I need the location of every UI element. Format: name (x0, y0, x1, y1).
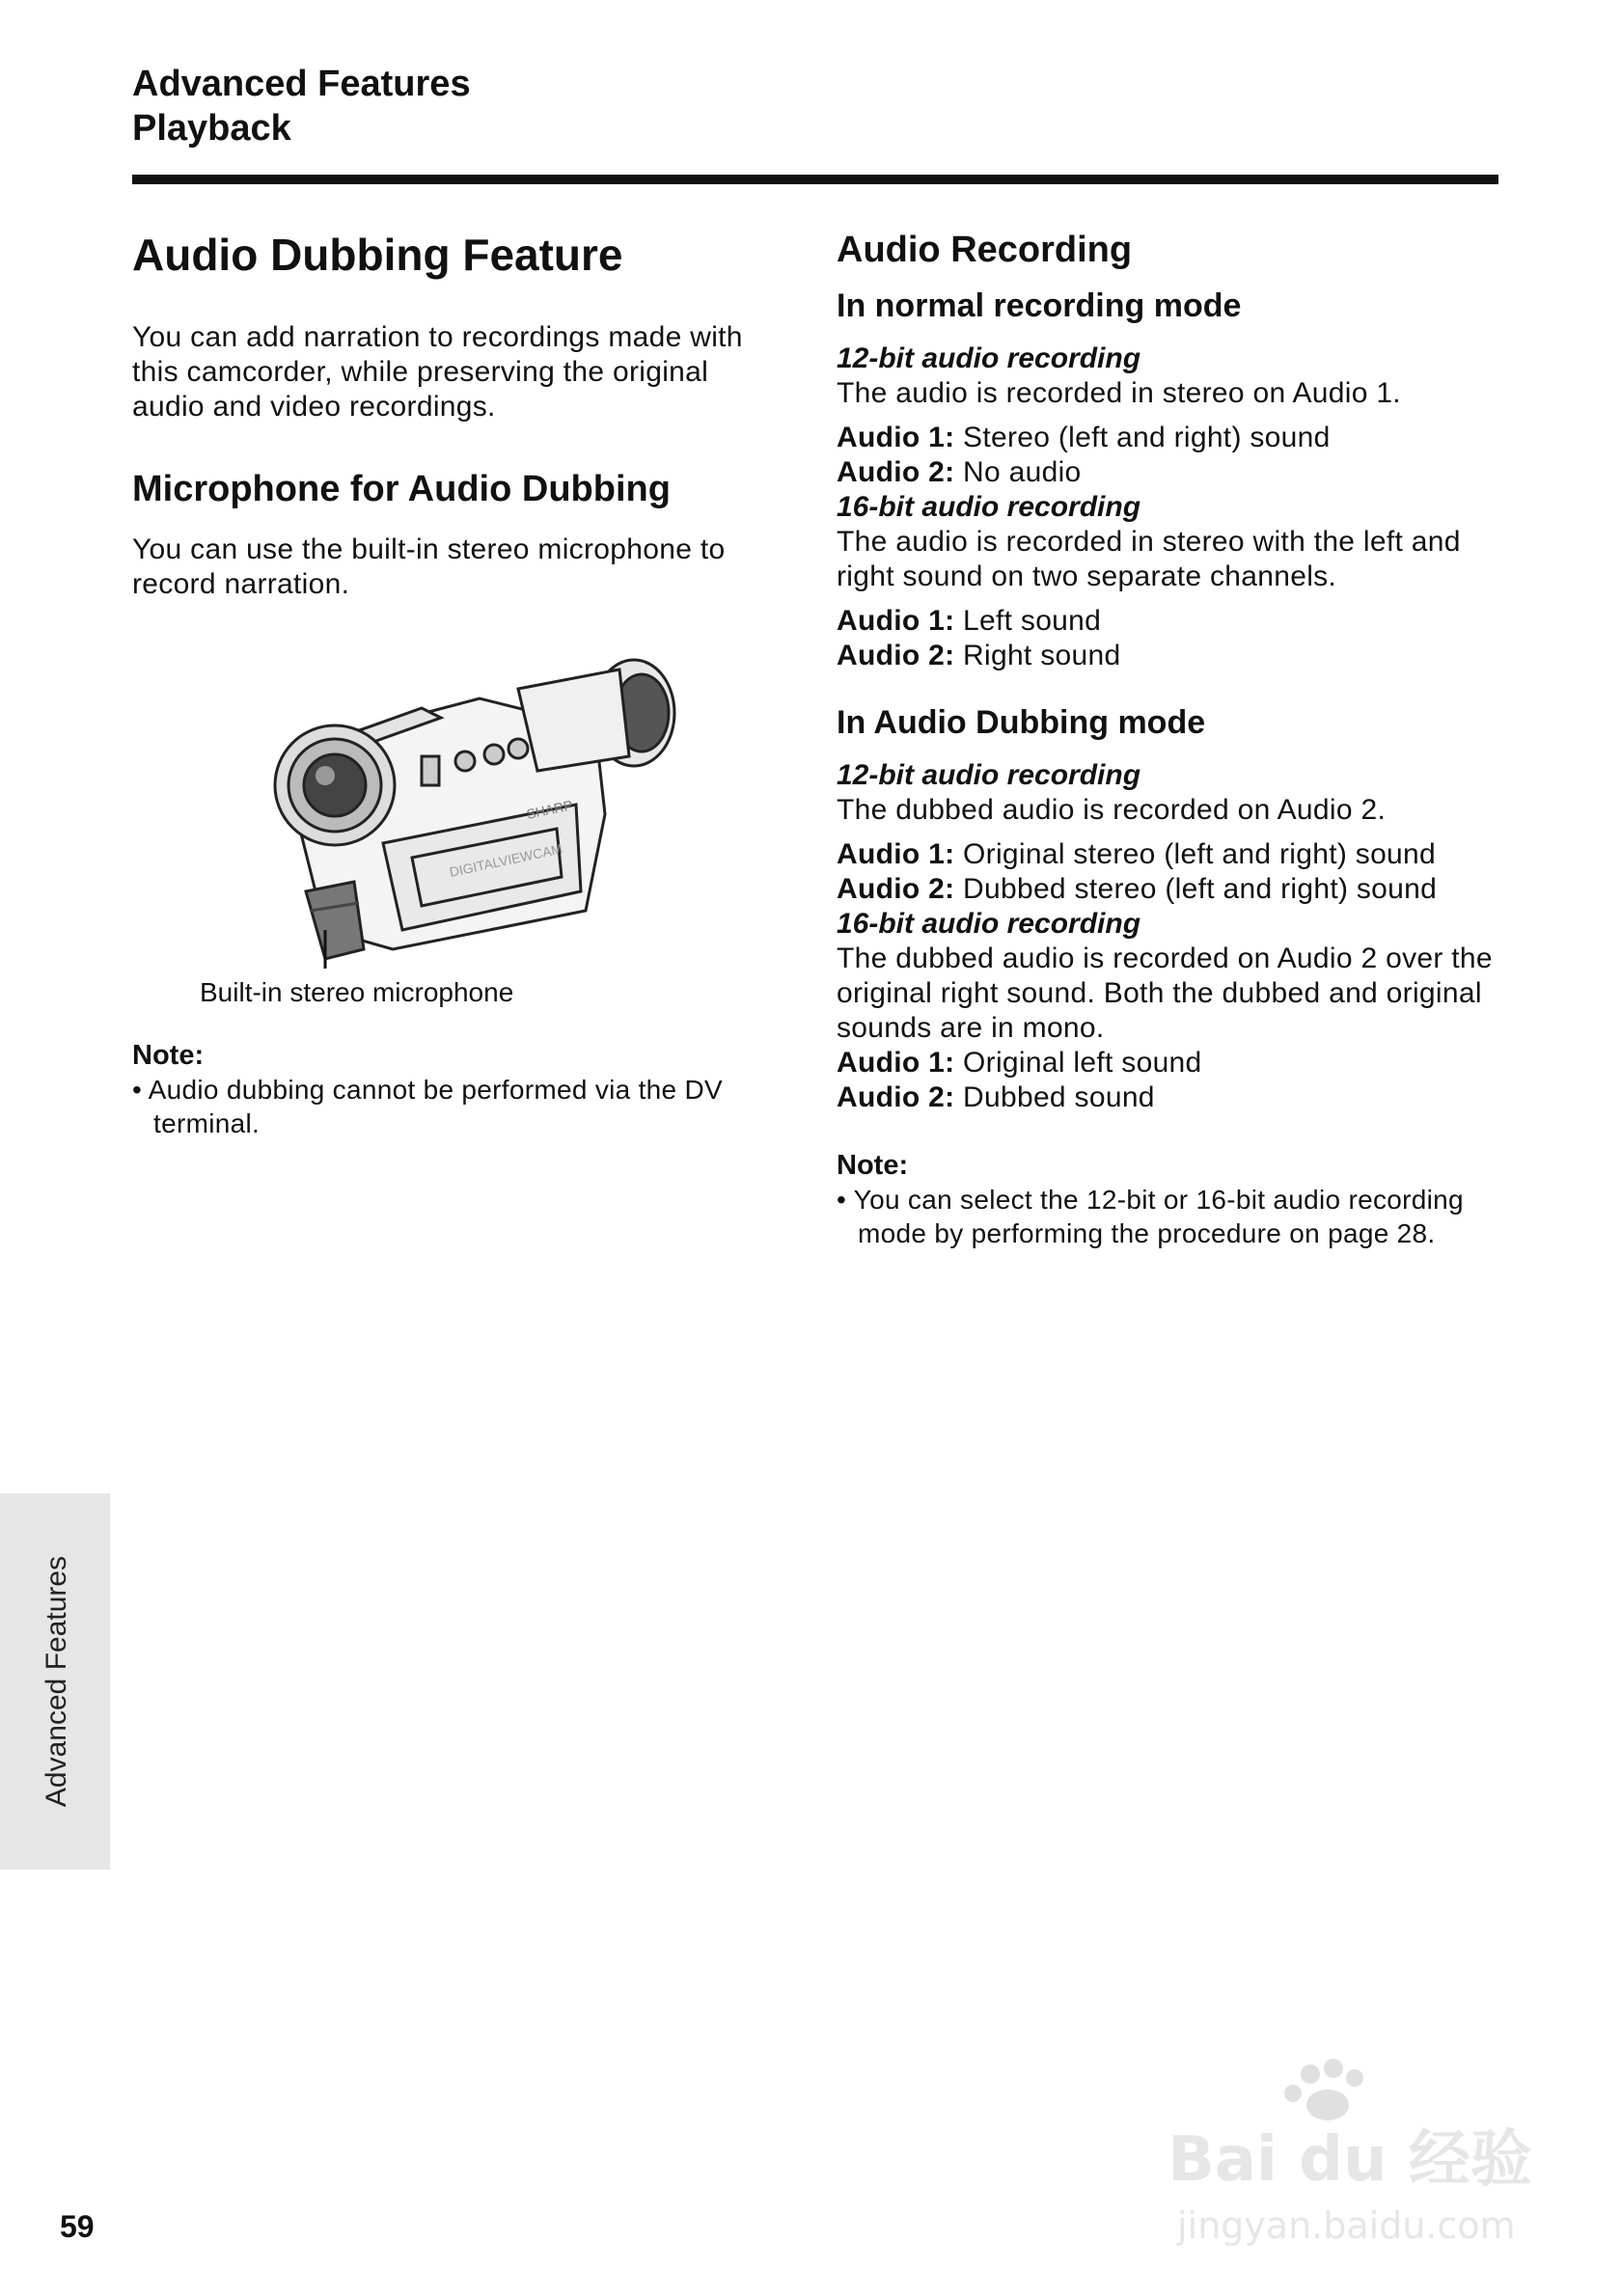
dub-12bit-audio2: Audio 2: Dubbed stereo (left and right) sound (837, 873, 1438, 905)
right-note-item: • You can select the 12-bit or 16-bit audio recording mode by performing the procedure on page 28. (837, 1185, 1464, 1248)
header-rule (132, 175, 1498, 184)
mic-heading: Microphone for Audio Dubbing (132, 469, 671, 509)
intro-paragraph: You can add narration to recordings made with this camcorder, while preserving the original audio and video recordings. (132, 321, 743, 423)
normal-16bit-title: 16-bit audio recording (837, 491, 1141, 523)
normal-mode-heading: In normal recording mode (837, 287, 1242, 324)
normal-16bit-audio2: Audio 2: Right sound (837, 640, 1121, 671)
dub-12bit-audio1: Audio 1: Original stereo (left and right) sound (837, 838, 1437, 870)
normal-12bit-text: The audio is recorded in stereo on Audio 1. (837, 377, 1401, 409)
normal-12bit-audio2: Audio 2: No audio (837, 456, 1082, 488)
watermark-url: jingyan.baidu.com (1177, 2204, 1516, 2247)
camcorder-brand-label: SHARP (525, 797, 574, 822)
left-column (132, 228, 788, 1140)
camcorder-model-label: DIGITALVIEWCAM (448, 840, 564, 880)
page-number: 59 (60, 2209, 95, 2244)
dub-16bit-audio2: Audio 2: Dubbed sound (837, 1081, 1155, 1113)
normal-16bit-audio1: Audio 1: Left sound (837, 605, 1102, 637)
normal-12bit-title: 12-bit audio recording (837, 342, 1141, 374)
side-tab (0, 1493, 110, 1870)
dub-16bit-title: 16-bit audio recording (837, 908, 1141, 940)
camcorder-figure (132, 641, 788, 969)
figure-caption: Built-in stereo microphone (200, 977, 514, 1007)
header-subsection: Playback (132, 108, 291, 149)
dub-12bit-title: 12-bit audio recording (837, 759, 1141, 791)
page-header (132, 62, 471, 150)
page-title: Audio Dubbing Feature (132, 230, 623, 280)
dub-12bit-text: The dubbed audio is recorded on Audio 2. (837, 794, 1387, 826)
camcorder-illustration (132, 641, 788, 969)
mic-paragraph: You can use the built-in stereo microphone to record narration. (132, 533, 726, 600)
header-section: Advanced Features (132, 64, 471, 104)
right-column (837, 228, 1502, 1250)
dubbing-mode-heading: In Audio Dubbing mode (837, 704, 1206, 741)
dub-16bit-audio1: Audio 1: Original left sound (837, 1047, 1202, 1079)
dub-16bit-text: The dubbed audio is recorded on Audio 2 over the original right sound. Both the dubbed and original sounds are in mono. (837, 943, 1493, 1044)
watermark-brand: Bai du 经验 (1168, 2124, 1532, 2196)
left-note-item: • Audio dubbing cannot be performed via the DV terminal. (132, 1075, 723, 1138)
audio-recording-heading: Audio Recording (837, 230, 1133, 270)
normal-16bit-text: The audio is recorded in stereo with the left and right sound on two separate channels. (837, 526, 1461, 592)
right-note-heading: Note: (837, 1150, 909, 1181)
side-tab-label: Advanced Features (41, 1555, 72, 1808)
normal-12bit-audio1: Audio 1: Stereo (left and right) sound (837, 422, 1331, 453)
left-note-heading: Note: (132, 1040, 205, 1071)
watermark (1148, 2055, 1563, 2257)
